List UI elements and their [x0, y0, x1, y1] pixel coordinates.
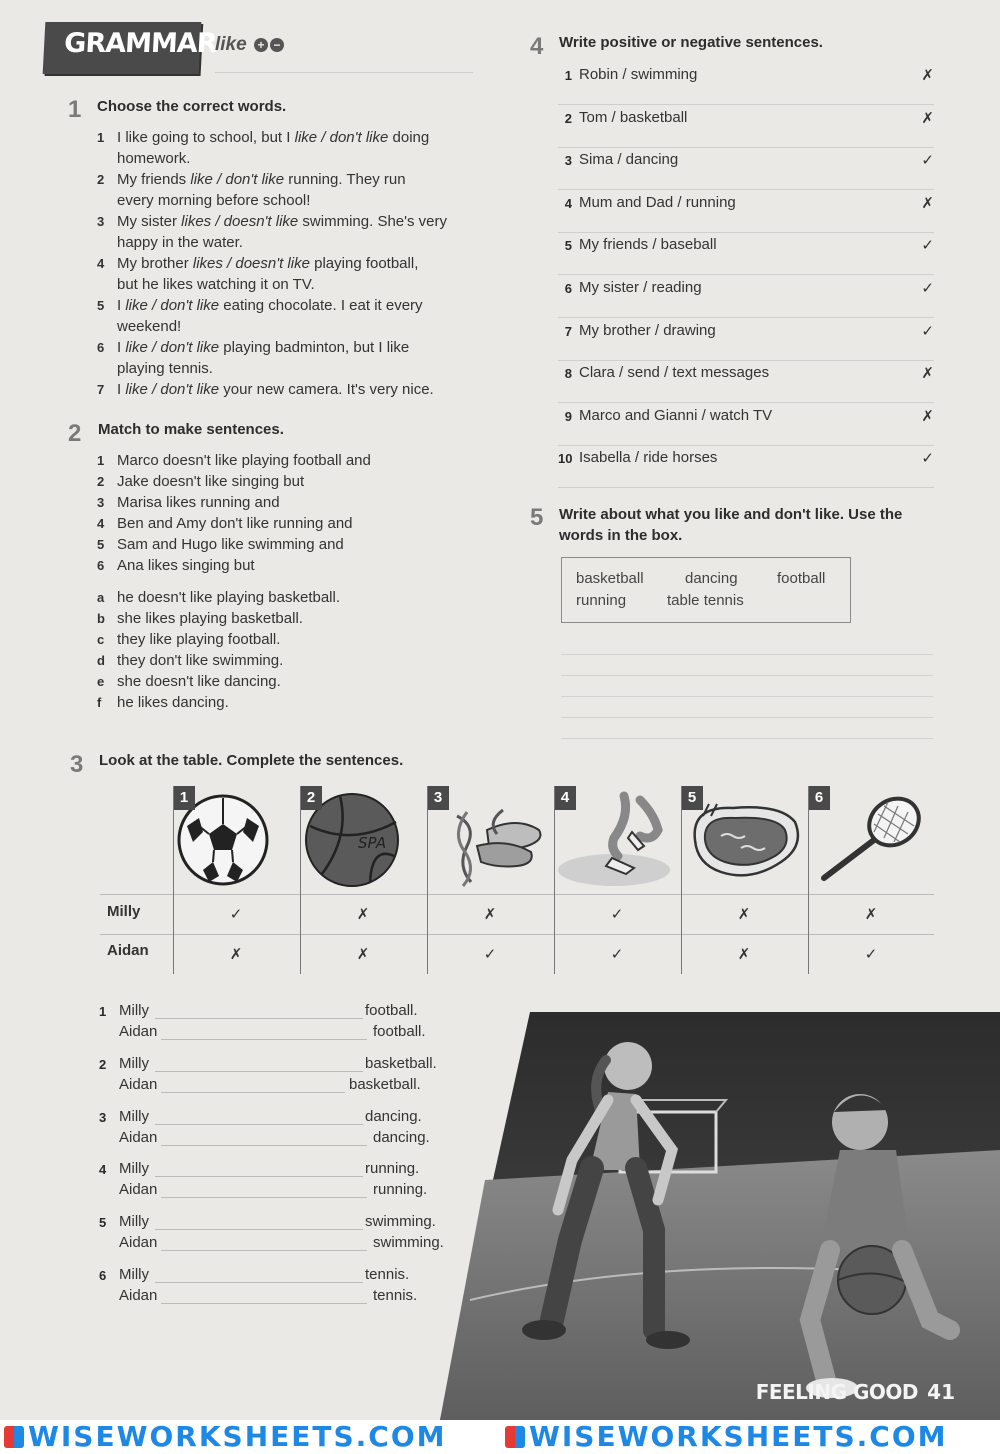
item-text: Tom / basketball [579, 108, 688, 126]
answer-blank[interactable] [155, 1229, 363, 1230]
item-mark: ✗ [921, 194, 934, 212]
item-mark: ✓ [921, 450, 934, 468]
item-mark: ✓ [921, 322, 934, 340]
item-text: My brother / drawing [579, 321, 716, 339]
word-choice: like / don't like [125, 381, 220, 398]
item-text: Ana likes singing but [117, 557, 255, 574]
answer-blank[interactable] [155, 1018, 363, 1019]
sentence-ending: tennis. [365, 1266, 410, 1283]
row-label-aidan: Aidan [107, 942, 149, 959]
sentence-ending: running. [373, 1181, 428, 1198]
sentence-number: 4 [99, 1162, 107, 1177]
item-number: 2 [97, 172, 105, 187]
table-mark: ✗ [483, 906, 497, 923]
item-continuation: weekend! [117, 318, 182, 335]
exercise-2-title: Match to make sentences. [98, 421, 284, 438]
sentence-ending: swimming. [373, 1234, 444, 1251]
item-mark: ✓ [921, 237, 934, 255]
exercise-5-title [559, 504, 902, 546]
exercise-4-title: Write positive or negative sentences. [559, 34, 823, 51]
name-milly: Milly [119, 1213, 149, 1230]
item-text: My friends / baseball [579, 236, 717, 254]
grammar-subtitle [215, 34, 284, 56]
col-badge: 1 [173, 786, 195, 810]
subtitle-text: like [215, 34, 247, 55]
exercise-4-item [558, 232, 934, 275]
plus-circle-icon: + [254, 38, 268, 52]
item-line [97, 127, 477, 148]
wiseworksheets-logo-icon [4, 1426, 24, 1448]
sentence-number: 5 [99, 1215, 107, 1230]
match-item [97, 629, 477, 650]
item-number: 7 [97, 382, 105, 397]
sentence-ending: swimming. [365, 1213, 436, 1230]
item-continuation: but he likes watching it on TV. [117, 276, 315, 293]
item-number: 6 [97, 558, 105, 573]
item-number: 4 [564, 195, 572, 211]
word-choice: likes / doesn't like [192, 255, 310, 272]
item-number: 1 [97, 130, 105, 145]
sentence-ending: dancing. [373, 1129, 430, 1146]
item-text: doing [388, 129, 430, 146]
row-label-milly: Milly [107, 903, 141, 920]
answer-blank[interactable] [161, 1250, 367, 1251]
exercise-1-list [97, 127, 477, 400]
item-number: 8 [564, 366, 572, 382]
sentence-pair [97, 1160, 457, 1204]
exercise-1-item [97, 169, 477, 211]
col-badge: 3 [427, 786, 449, 810]
name-aidan: Aidan [119, 1076, 158, 1093]
minus-circle-icon: − [270, 38, 284, 52]
item-number: 10 [558, 451, 573, 467]
item-text: Mum and Dad / running [579, 193, 736, 211]
word-choice: like / don't like [125, 339, 220, 356]
item-text: I [117, 297, 126, 314]
item-mark: ✗ [921, 109, 934, 127]
exercise-4-item [558, 62, 934, 105]
table-col-4 [554, 786, 681, 894]
table-mark: ✗ [356, 906, 370, 923]
item-continuation: every morning before school! [117, 192, 311, 209]
item-continuation: playing tennis. [117, 360, 213, 377]
name-aidan: Aidan [119, 1129, 158, 1146]
item-text: I [117, 339, 126, 356]
table-col-divider [554, 786, 555, 974]
name-aidan: Aidan [119, 1181, 158, 1198]
col-badge: 4 [554, 786, 576, 810]
item-mark: ✓ [921, 280, 934, 297]
table-mark: ✓ [229, 906, 243, 923]
item-text: they don't like swimming. [117, 652, 284, 669]
exercise-1-item [97, 127, 477, 169]
exercise-4-number: 4 [530, 33, 544, 60]
item-text: playing badminton, but I like [219, 339, 410, 356]
item-text: Robin / swimming [579, 66, 698, 83]
name-milly: Milly [119, 1055, 149, 1072]
word: football [777, 570, 826, 587]
word-choice: likes / doesn't like [181, 213, 299, 230]
item-text: she likes playing basketball. [117, 610, 303, 627]
sentence-ending: football. [373, 1023, 426, 1040]
item-number: 1 [97, 453, 105, 468]
item-text: Sam and Hugo like swimming and [117, 536, 344, 553]
table-col-2 [300, 786, 427, 894]
sentence-ending: running. [365, 1160, 420, 1177]
exercise-4-item [558, 445, 934, 488]
wiseworksheets-logo-icon [505, 1426, 525, 1448]
table-col-6 [808, 786, 934, 894]
item-text: My sister [117, 213, 182, 230]
item-text: Marco doesn't like playing football and [117, 452, 371, 469]
table-col-divider [173, 786, 174, 974]
sentence-ending: basketball. [365, 1055, 437, 1072]
watermark-text: WISEWORKSHEETS.COM [28, 1420, 447, 1453]
item-line [97, 253, 477, 274]
sentence-number: 1 [99, 1004, 107, 1019]
item-number: a [97, 590, 105, 605]
col-badge: 2 [300, 786, 322, 810]
table-mark: ✗ [229, 946, 243, 963]
sentence-number: 3 [99, 1110, 107, 1125]
name-aidan: Aidan [119, 1234, 158, 1251]
name-aidan: Aidan [119, 1023, 158, 1040]
page-number: 41 [927, 1380, 955, 1404]
exercise-4-item [558, 275, 934, 318]
answer-blank[interactable] [155, 1176, 363, 1177]
match-item [97, 513, 477, 534]
item-line [97, 169, 477, 190]
table-col-divider [300, 786, 301, 974]
sentence-pair [97, 1002, 457, 1046]
exercise-4-item [558, 403, 934, 446]
item-text: he likes dancing. [117, 694, 229, 711]
answer-blank[interactable] [155, 1282, 363, 1283]
likes-table [100, 786, 934, 976]
answer-line [561, 717, 933, 718]
item-number: b [97, 611, 105, 626]
item-text: playing football, [309, 255, 419, 272]
item-text: My sister / reading [579, 279, 702, 296]
item-mark: ✓ [921, 152, 934, 170]
item-text: he doesn't like playing basketball. [117, 589, 341, 606]
item-number: 5 [564, 238, 572, 254]
exercise-4-item [558, 147, 934, 190]
word-box [561, 557, 851, 623]
item-text: running. They run [284, 171, 406, 188]
sentence-number: 6 [99, 1268, 107, 1283]
exercise-2-number: 2 [68, 420, 82, 447]
item-line [97, 211, 477, 232]
table-mark: ✓ [610, 906, 624, 923]
answer-line [561, 738, 933, 739]
match-item [97, 450, 477, 471]
exercise-1-item [97, 379, 477, 400]
table-mark: ✗ [737, 946, 751, 963]
item-text: Sima / dancing [579, 151, 679, 169]
item-line [97, 337, 477, 358]
name-milly: Milly [119, 1266, 149, 1283]
table-mark: ✓ [610, 946, 624, 963]
item-text: Marisa likes running and [117, 494, 280, 511]
table-mark: ✗ [356, 946, 370, 963]
word: dancing [685, 570, 738, 587]
item-number: 7 [564, 323, 572, 339]
exercise-3-sentences [97, 1002, 457, 1312]
name-milly: Milly [119, 1002, 149, 1019]
match-item [97, 555, 477, 576]
item-mark: ✗ [921, 365, 934, 383]
item-text: eating chocolate. I eat it every [219, 297, 423, 314]
item-continuation: happy in the water. [117, 234, 243, 251]
kids-basketball-photo [440, 1000, 1000, 1420]
table-mark: ✓ [864, 946, 878, 963]
item-number: 6 [97, 340, 105, 355]
exercise-4-item [558, 318, 934, 361]
item-mark: ✗ [921, 67, 934, 84]
answer-blank[interactable] [161, 1145, 367, 1146]
watermark-right [505, 1420, 948, 1454]
grammar-tag: GRAMMAR [43, 22, 202, 74]
item-text: My friends [117, 171, 191, 188]
item-continuation: homework. [117, 150, 191, 167]
watermark-band [0, 1420, 1000, 1454]
exercise-5-number: 5 [530, 504, 544, 531]
exercise-2-right-list [97, 587, 477, 713]
sentence-ending: dancing. [365, 1108, 422, 1125]
col-badge: 5 [681, 786, 703, 810]
item-text: I like going to school, but I [117, 129, 295, 146]
item-number: 2 [97, 474, 105, 489]
section-footer: FEELING GOOD [755, 1380, 918, 1404]
table-col-3 [427, 786, 554, 894]
item-text: she doesn't like dancing. [117, 673, 281, 690]
match-item [97, 692, 477, 713]
answer-blank[interactable] [161, 1092, 345, 1093]
item-number: 5 [97, 298, 105, 313]
item-text: they like playing football. [117, 631, 281, 648]
item-number: 4 [97, 516, 105, 531]
sentence-pair [97, 1055, 457, 1099]
match-item [97, 671, 477, 692]
answer-line [561, 654, 933, 655]
item-text: swimming. She's very [298, 213, 447, 230]
sentence-ending: football. [365, 1002, 418, 1019]
item-text: Isabella / ride horses [579, 449, 718, 467]
table-col-5 [681, 786, 808, 894]
item-mark: ✗ [921, 407, 934, 425]
item-number: 4 [97, 256, 105, 271]
item-number: 5 [97, 537, 105, 552]
item-number: 2 [564, 110, 572, 126]
item-number: 3 [97, 214, 105, 229]
word-choice: like / don't like [125, 297, 220, 314]
sentence-ending: tennis. [373, 1287, 418, 1304]
item-text: I [117, 381, 126, 398]
item-text: Jake doesn't like singing but [117, 473, 305, 490]
match-item [97, 492, 477, 513]
word-choice: like / don't like [190, 171, 285, 188]
exercise-4-item [558, 105, 934, 148]
table-col-divider [681, 786, 682, 974]
word-choice: like / don't like [294, 129, 389, 146]
exercise-1-title: Choose the correct words. [97, 98, 287, 115]
item-number: c [97, 632, 105, 647]
sentence-pair [97, 1108, 457, 1152]
exercise-1-item [97, 295, 477, 337]
item-text: Clara / send / text messages [579, 364, 770, 382]
exercise-4-item [558, 190, 934, 233]
answer-blank[interactable] [155, 1124, 363, 1125]
watermark-text: WISEWORKSHEETS.COM [529, 1420, 948, 1453]
table-mark: ✗ [864, 906, 878, 923]
item-number: 9 [564, 408, 572, 424]
item-line [97, 379, 477, 400]
answer-blank[interactable] [161, 1197, 367, 1198]
word: basketball [576, 570, 644, 587]
item-number: 6 [564, 281, 572, 296]
exercise-4-item [558, 360, 934, 403]
item-number: 1 [564, 68, 572, 83]
item-number: 3 [564, 153, 572, 169]
exercise-5-title-line1: Write about what you like and don't like. Use the [559, 506, 903, 523]
answer-line [561, 696, 933, 697]
name-milly: Milly [119, 1108, 149, 1125]
word: running [576, 592, 627, 609]
item-number: f [97, 695, 102, 710]
exercise-3-title: Look at the table. Complete the sentences. [99, 752, 404, 769]
sentence-pair [97, 1266, 457, 1310]
match-item [97, 534, 477, 555]
exercise-1-item [97, 253, 477, 295]
watermark-left [4, 1420, 447, 1454]
answer-line [561, 675, 933, 676]
match-item [97, 587, 477, 608]
exercise-5-title-line2: words in the box. [559, 527, 683, 544]
table-col-1 [173, 786, 300, 894]
ball-brand-text: SPA [358, 834, 387, 852]
match-item [97, 471, 477, 492]
table-col-divider [427, 786, 428, 974]
match-item [97, 608, 477, 629]
answer-blank[interactable] [161, 1303, 367, 1304]
answer-blank[interactable] [161, 1039, 367, 1040]
sentence-ending: basketball. [349, 1076, 421, 1093]
exercise-1-number: 1 [68, 96, 82, 123]
name-milly: Milly [119, 1160, 149, 1177]
item-number: d [97, 653, 105, 668]
match-item [97, 650, 477, 671]
answer-blank[interactable] [155, 1071, 363, 1072]
col-badge: 6 [808, 786, 830, 810]
sentence-number: 2 [99, 1057, 107, 1072]
item-line [97, 295, 477, 316]
item-text: Marco and Gianni / watch TV [579, 406, 773, 424]
exercise-2-left-list [97, 450, 477, 576]
item-number: e [97, 674, 105, 689]
item-number: 3 [97, 495, 105, 510]
sentence-pair [97, 1213, 457, 1257]
table-col-divider [808, 786, 809, 974]
table-mark: ✗ [737, 906, 751, 923]
name-aidan: Aidan [119, 1287, 158, 1304]
exercise-1-item [97, 211, 477, 253]
divider [215, 72, 473, 73]
item-text: My brother [117, 255, 193, 272]
word: table tennis [667, 592, 744, 609]
item-text: Ben and Amy don't like running and [117, 515, 353, 532]
item-text: your new camera. It's very nice. [219, 381, 434, 398]
exercise-3-number: 3 [70, 751, 84, 778]
table-mark: ✓ [483, 946, 497, 963]
exercise-1-item [97, 337, 477, 379]
